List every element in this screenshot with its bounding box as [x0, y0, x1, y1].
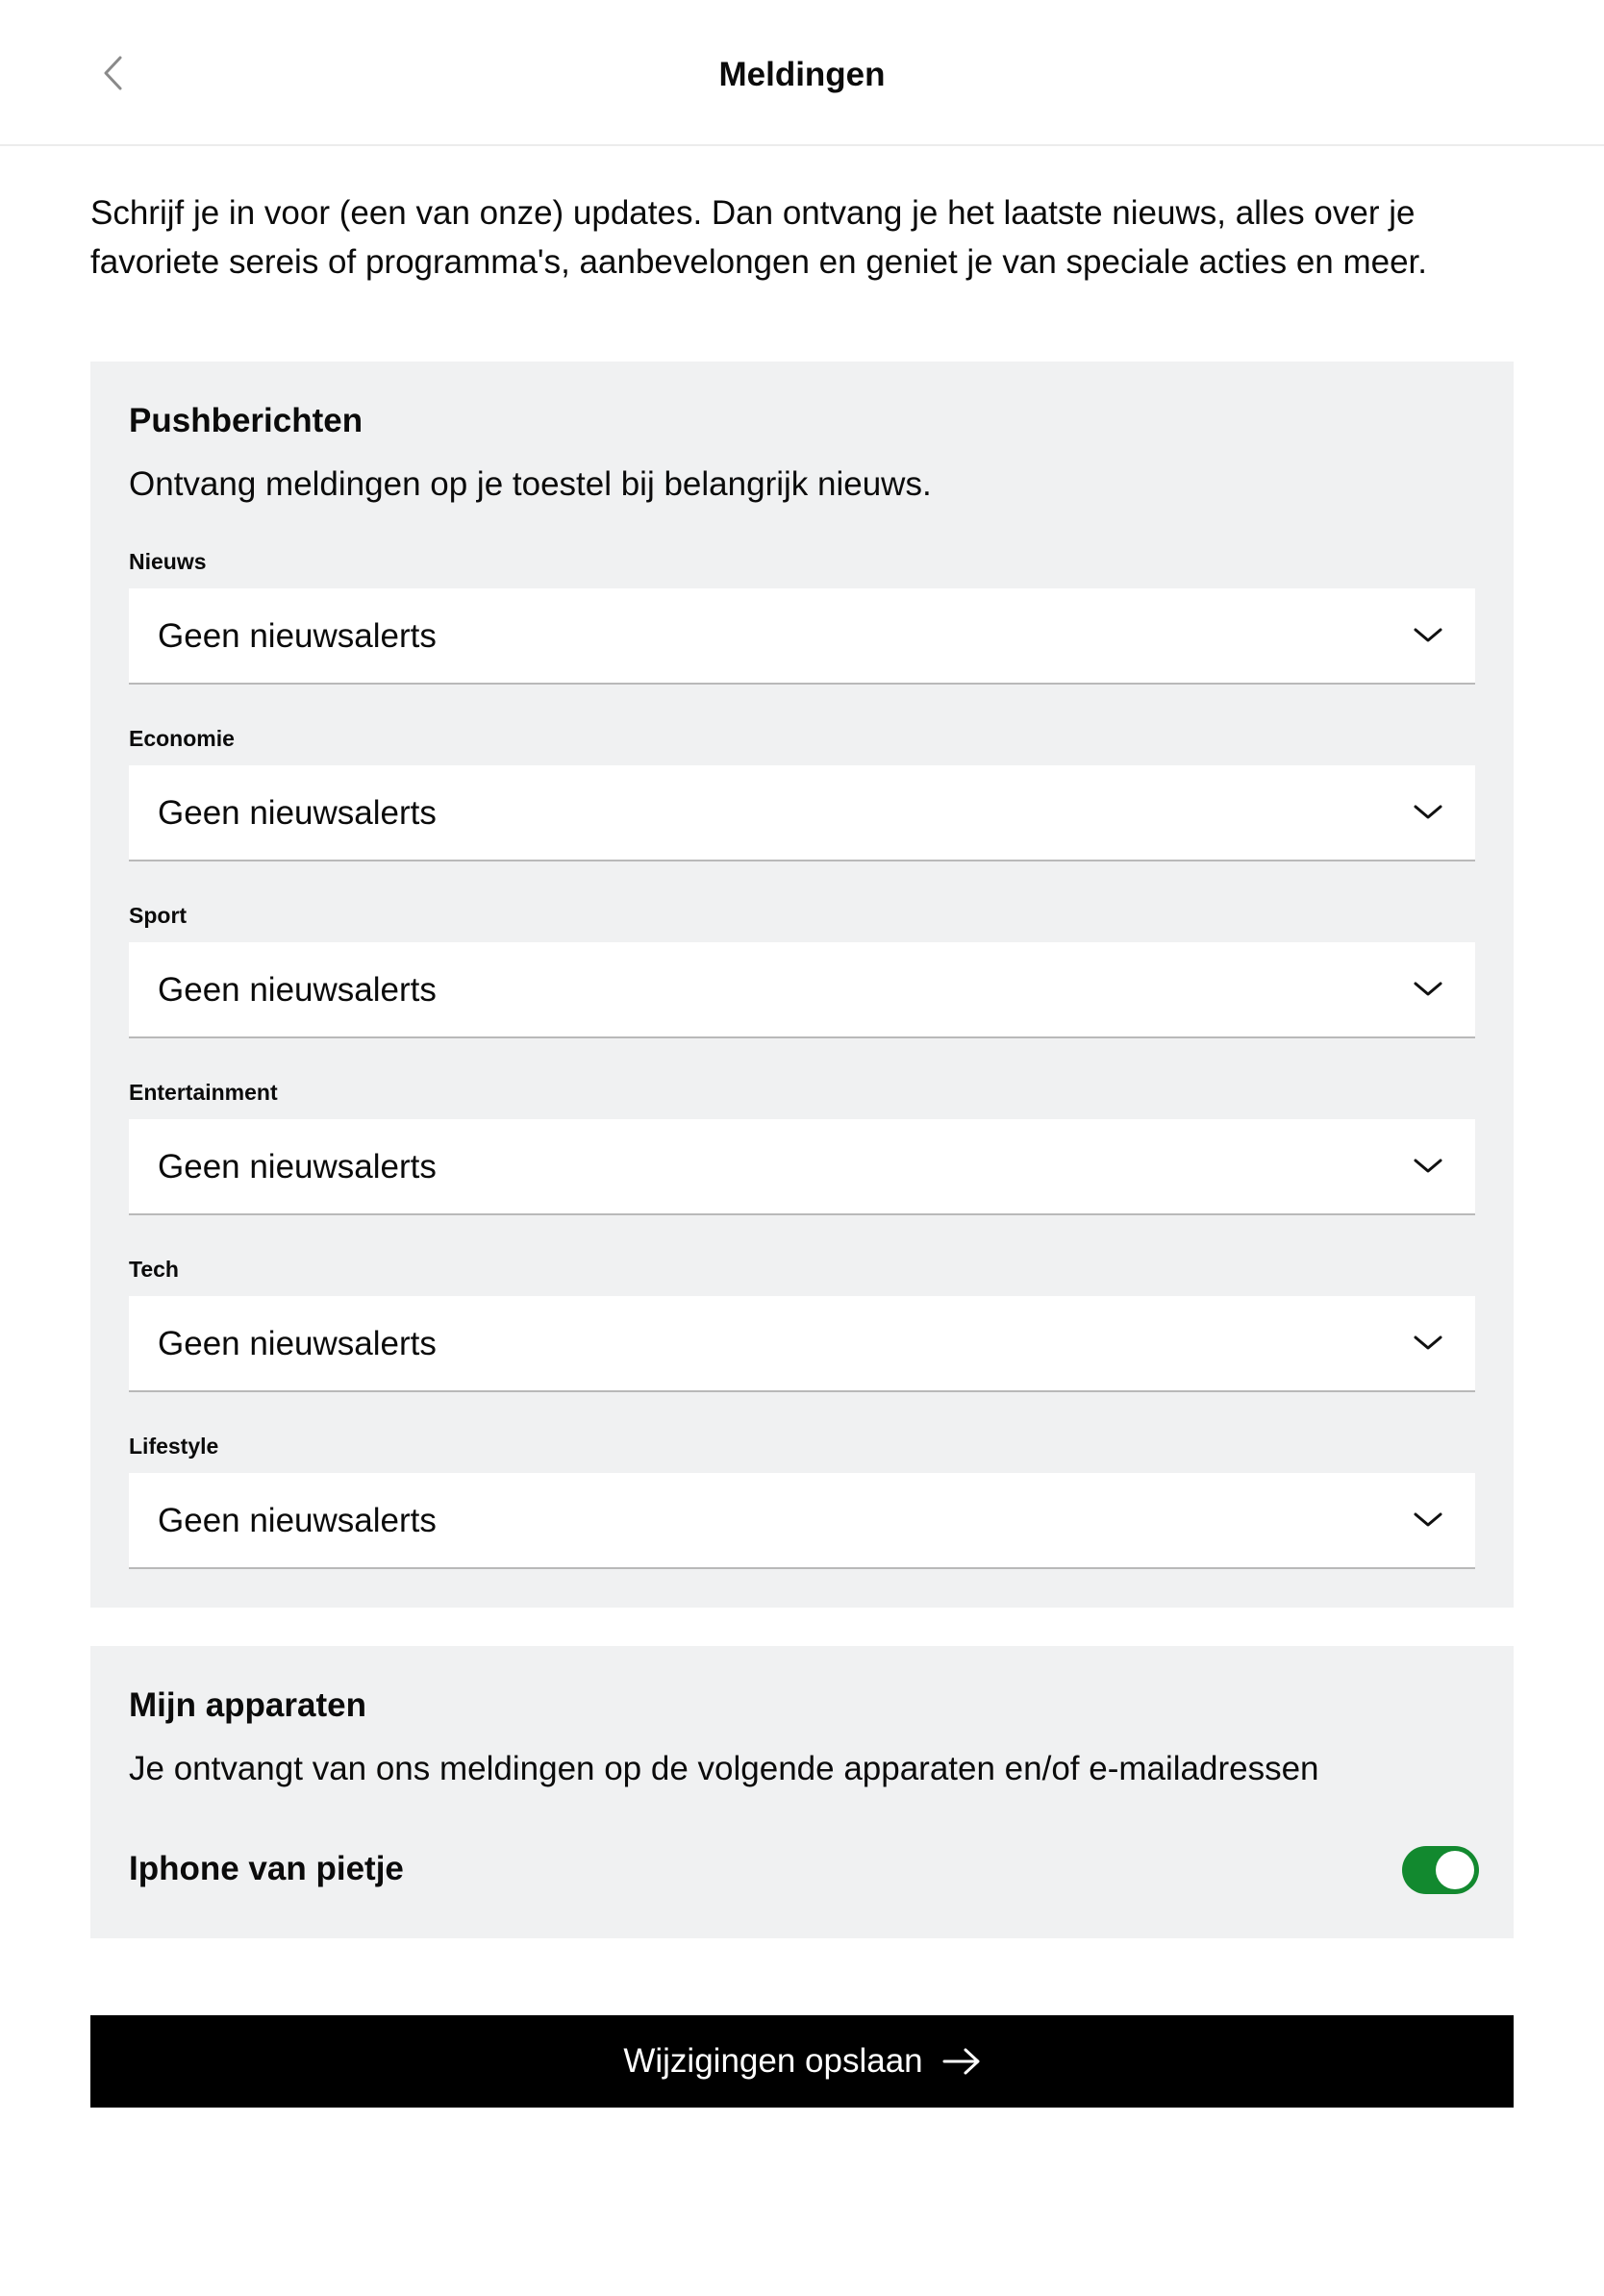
select-entertainment[interactable] — [129, 1119, 1475, 1215]
push-section-title: Pushberichten — [129, 402, 363, 439]
devices-section-description: Je ontvangt van ons meldingen op de volgende apparaten en/of e-mailadressen — [129, 1750, 1319, 1787]
select-economie[interactable] — [129, 765, 1475, 861]
select-nieuws[interactable] — [129, 588, 1475, 685]
select-tech[interactable] — [129, 1296, 1475, 1392]
select-value: Geen nieuwsalerts — [158, 1502, 437, 1539]
device-notifications-toggle[interactable] — [1402, 1846, 1479, 1894]
chevron-down-icon — [1414, 1508, 1442, 1531]
devices-section-title: Mijn apparaten — [129, 1686, 366, 1724]
push-notifications-panel — [90, 362, 1514, 1608]
top-bar — [0, 0, 1604, 146]
field-label-nieuws: Nieuws — [129, 549, 207, 574]
chevron-down-icon — [1414, 977, 1442, 1000]
save-button-label: Wijzigingen opslaan — [623, 2042, 923, 2080]
toggle-knob — [1436, 1851, 1474, 1889]
field-label-economie: Economie — [129, 726, 235, 751]
select-value: Geen nieuwsalerts — [158, 1325, 437, 1362]
select-value: Geen nieuwsalerts — [158, 794, 437, 832]
chevron-down-icon — [1414, 1154, 1442, 1177]
arrow-right-icon — [942, 2047, 981, 2076]
my-devices-panel — [90, 1646, 1514, 1938]
chevron-down-icon — [1414, 1331, 1442, 1354]
field-label-tech: Tech — [129, 1257, 179, 1282]
page-title: Meldingen — [718, 56, 886, 93]
chevron-down-icon — [1414, 800, 1442, 823]
field-label-sport: Sport — [129, 903, 188, 928]
field-label-lifestyle: Lifestyle — [129, 1434, 219, 1459]
select-lifestyle[interactable] — [129, 1473, 1475, 1569]
save-changes-button[interactable] — [90, 2015, 1514, 2108]
field-label-entertainment: Entertainment — [129, 1080, 278, 1105]
device-name: Iphone van pietje — [129, 1850, 404, 1887]
select-value: Geen nieuwsalerts — [158, 617, 437, 655]
select-value: Geen nieuwsalerts — [158, 1148, 437, 1185]
push-section-description: Ontvang meldingen op je toestel bij belangrijk nieuws. — [129, 465, 932, 503]
intro-text: Schrijf je in voor (een van onze) updates. Dan ontvang je het laatste nieuws, alles over je favoriete sereis of programma's, aanbevelongen en geniet je van speciale acties en meer. — [90, 194, 1428, 281]
select-value: Geen nieuwsalerts — [158, 971, 437, 1009]
chevron-down-icon — [1414, 623, 1442, 646]
select-sport[interactable] — [129, 942, 1475, 1038]
